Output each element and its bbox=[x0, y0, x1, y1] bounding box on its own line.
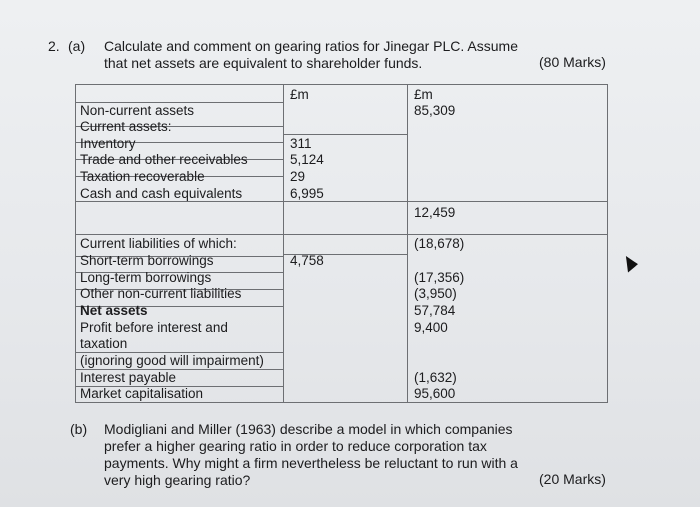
row-value: 311 bbox=[290, 136, 312, 151]
mouse-pointer-icon bbox=[619, 253, 638, 272]
row-label: Taxation recoverable bbox=[80, 169, 205, 184]
header-col3: £m bbox=[414, 87, 433, 102]
row-value: (1,632) bbox=[414, 370, 457, 385]
row-label: Short-term borrowings bbox=[80, 253, 214, 268]
row-label: Long-term borrowings bbox=[80, 270, 212, 285]
part-a-marks: (80 Marks) bbox=[539, 54, 606, 70]
row-label: Trade and other receivables bbox=[80, 152, 248, 167]
part-b-line: Modigliani and Miller (1963) describe a model in which companies bbox=[104, 421, 513, 437]
row-value: 9,400 bbox=[414, 320, 448, 335]
row-value: 29 bbox=[290, 169, 306, 184]
row-label: Non-current assets bbox=[80, 103, 195, 118]
row-value: 95,600 bbox=[414, 386, 456, 401]
row-label: Current liabilities of which: bbox=[80, 236, 237, 251]
part-b-marks: (20 Marks) bbox=[539, 471, 606, 487]
row-value: (3,950) bbox=[414, 286, 457, 301]
part-b-line: very high gearing ratio? bbox=[104, 472, 251, 488]
part-b-text bbox=[104, 421, 534, 489]
part-b-line: payments. Why might a firm nevertheless be reluctant to run with a bbox=[104, 455, 518, 471]
row-label: Current assets: bbox=[80, 119, 172, 134]
part-b-label: (b) bbox=[70, 421, 88, 437]
part-a-text bbox=[104, 38, 534, 72]
row-value: 4,758 bbox=[290, 253, 324, 268]
row-value: 5,124 bbox=[290, 152, 324, 167]
row-label: Profit before interest and bbox=[80, 320, 228, 335]
part-a-line: that net assets are equivalent to shareholder funds. bbox=[104, 55, 423, 71]
row-label: Interest payable bbox=[80, 370, 177, 385]
row-label: Other non-current liabilities bbox=[80, 286, 242, 301]
row-label: Cash and cash equivalents bbox=[80, 186, 243, 201]
row-value: 57,784 bbox=[414, 303, 456, 318]
row-value: (18,678) bbox=[414, 236, 465, 251]
row-label: (ignoring good will impairment) bbox=[80, 353, 264, 368]
row-value: 12,459 bbox=[414, 205, 456, 220]
part-a-line: Calculate and comment on gearing ratios for Jinegar PLC. Assume bbox=[104, 38, 518, 54]
row-label: Market capitalisation bbox=[80, 386, 204, 401]
header-col2: £m bbox=[290, 87, 309, 102]
row-label-net-assets: Net assets bbox=[80, 303, 148, 318]
row-value: (17,356) bbox=[414, 270, 465, 285]
part-b-line: prefer a higher gearing ratio in order to reduce corporation tax bbox=[104, 438, 487, 454]
row-label: Inventory bbox=[80, 136, 136, 151]
question-number: 2. bbox=[48, 38, 60, 54]
row-value: 6,995 bbox=[290, 186, 324, 201]
row-value: 85,309 bbox=[414, 103, 456, 118]
part-a-label: (a) bbox=[68, 38, 86, 54]
row-label: taxation bbox=[80, 336, 128, 351]
